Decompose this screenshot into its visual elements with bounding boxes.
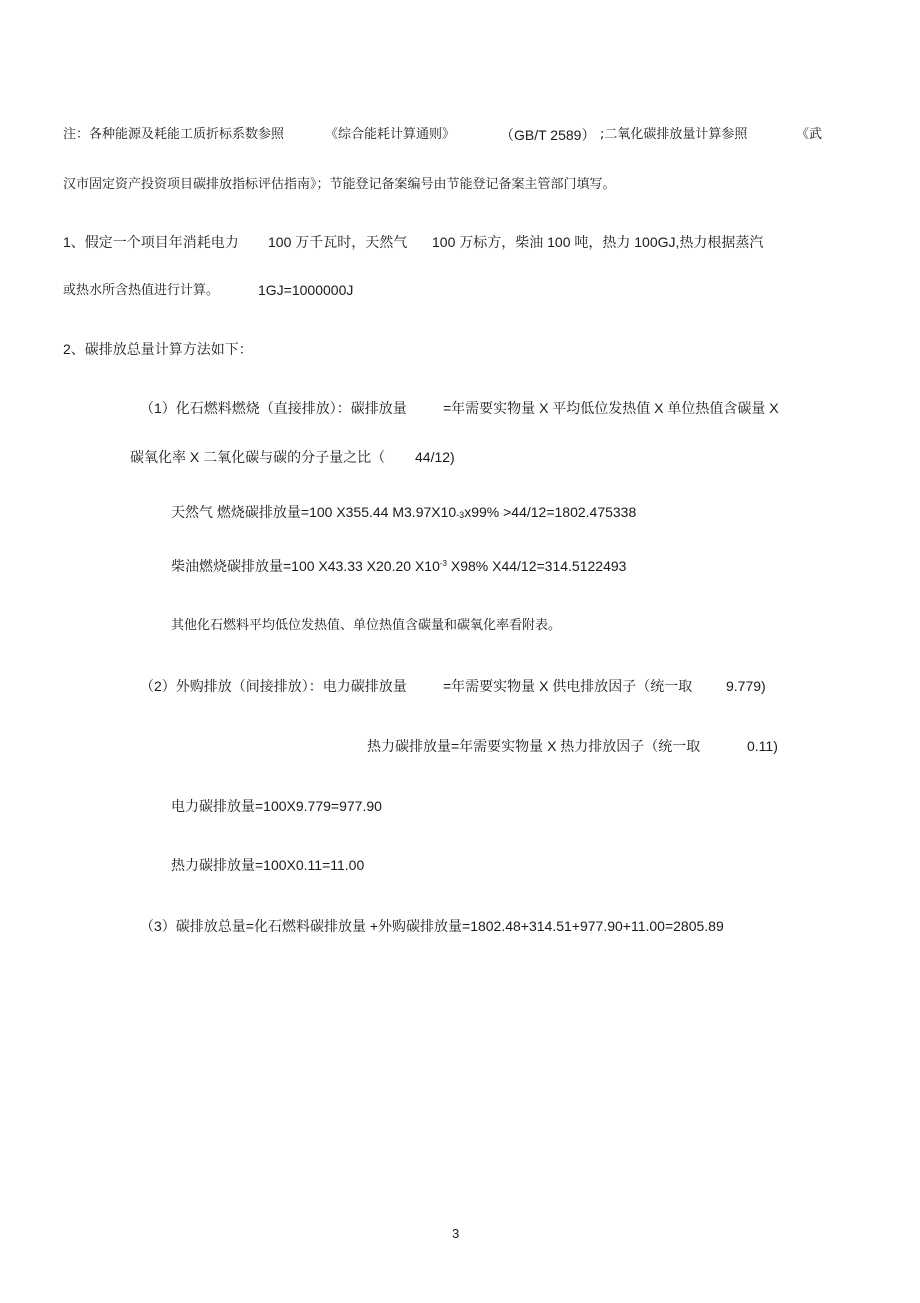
item1-c: 100 万标方，柴油 100 吨，热力 100GJ,热力根据蒸汽 <box>432 234 764 250</box>
item1-e: 1GJ=1000000J <box>258 282 354 298</box>
sec1-c: 碳氧化率 X 二氧化碳与碳的分子量之比（ <box>130 449 386 465</box>
sec1-a: （1）化石燃料燃烧（直接排放）：碳排放量 <box>140 400 407 416</box>
note-line2: 汉市固定资产投资项目碳排放指标评估指南》；节能登记备案编号由节能登记备案主管部门填写。 <box>63 177 616 192</box>
sec2-c: 9.779) <box>726 678 766 694</box>
note-line1-d: ;二氧化碳排放量计算参照 <box>600 127 748 142</box>
sec1-other: 其他化石燃料平均低位发热值、单位热值含碳量和碳氧化率看附表。 <box>171 618 562 633</box>
item2-heading: 2、碳排放总量计算方法如下： <box>63 341 253 357</box>
note-line1-e: 《武 <box>796 127 823 142</box>
page-number: 3 <box>452 1226 460 1241</box>
sec2-a: （2）外购排放（间接排放）：电力碳排放量 <box>140 678 407 694</box>
item1-b: 100 万千瓦时，天然气 <box>268 234 408 250</box>
item1-a: 1、假定一个项目年消耗电力 <box>63 234 239 250</box>
sec3-total: （3）碳排放总量=化石燃料碳排放量 +外购碳排放量=1802.48+314.51+977.90+11.00=2805.89 <box>140 918 724 934</box>
gas-formula: 天然气 燃烧碳排放量=100 X355.44 M3.97X10-3x99% >44/12=1802.475338 <box>171 504 637 520</box>
sec2-heat-b: 0.11) <box>747 738 778 754</box>
note-line1-a: 注：各种能源及耗能工质折标系数参照 <box>63 127 285 142</box>
note-line1-b: 《综合能耗计算通则》 <box>325 127 456 142</box>
item1-d: 或热水所含热值进行计算。 <box>63 283 220 298</box>
note-line1-c: （GB/T 2589） <box>500 127 596 143</box>
sec2-elec-calc: 电力碳排放量=100X9.779=977.90 <box>171 798 382 814</box>
sec2-heat-calc: 热力碳排放量=100X0.11=11.00 <box>171 857 365 873</box>
diesel-formula: 柴油燃烧碳排放量=100 X43.33 X20.20 $X10^{-3}$ X98% X44/12=314.5122493 <box>171 558 627 574</box>
sec1-d: 44/12) <box>415 449 455 465</box>
sec2-heat-a: 热力碳排放量=年需要实物量 X 热力排放因子（统一取 <box>367 738 701 754</box>
sec2-b: =年需要实物量 X 供电排放因子（统一取 <box>443 678 693 694</box>
sec1-b: =年需要实物量 X 平均低位发热值 X 单位热值含碳量 X <box>443 400 779 416</box>
